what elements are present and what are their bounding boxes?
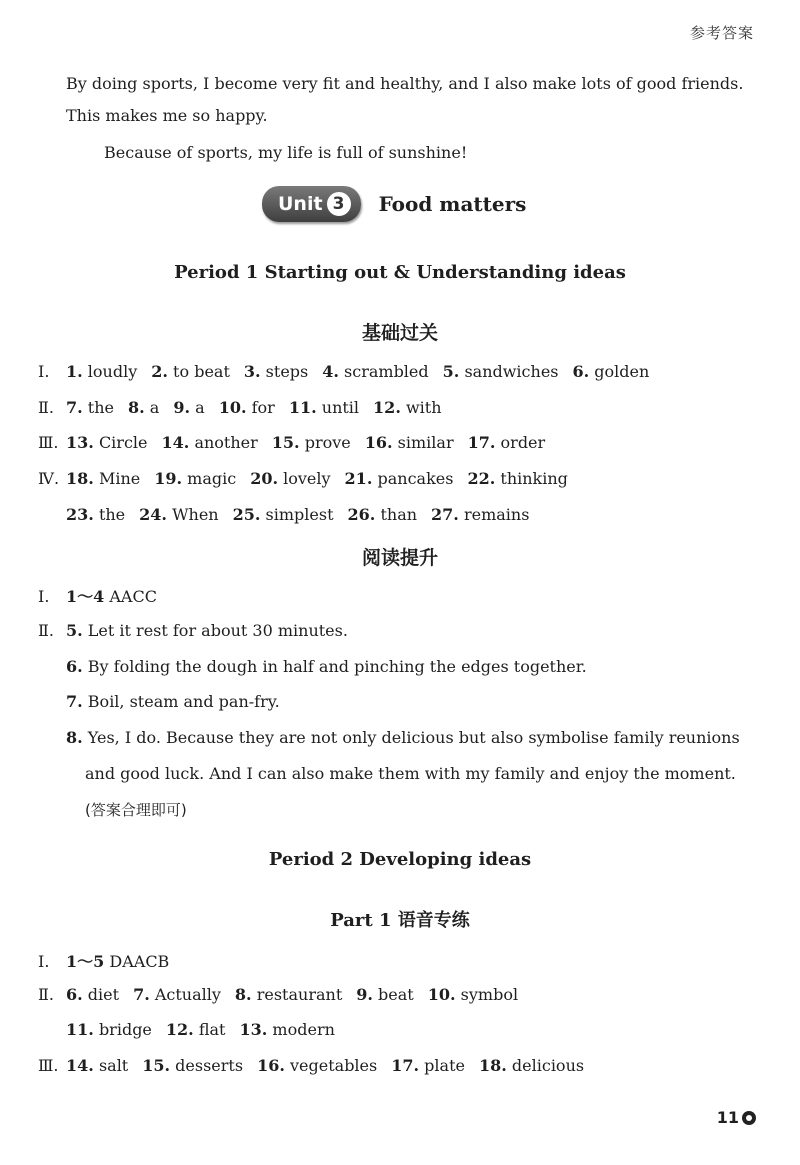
answer-row	[38, 985, 532, 1004]
answer-number: 6.	[66, 985, 83, 1004]
answer-value: vegetables	[290, 1056, 378, 1075]
unit-number: 3	[327, 192, 351, 216]
answer-item	[151, 362, 230, 381]
answer-number: 23.	[66, 505, 94, 524]
answer-item	[345, 469, 454, 488]
answer-value: until	[321, 398, 360, 417]
answer-item	[154, 469, 236, 488]
period-1-title: Period 1 Starting out & Understanding ideas	[174, 262, 626, 283]
answer-item	[348, 505, 418, 524]
answer-number: 7.	[133, 985, 150, 1004]
answer-number: 5.	[442, 362, 460, 381]
answer-item	[467, 469, 567, 488]
answer-value: to beat	[173, 362, 230, 381]
reading-note: (答案合理即可)	[85, 801, 187, 819]
answer-value: AACC	[109, 587, 157, 606]
answer-number: 20.	[250, 469, 279, 488]
answer-number: 12.	[373, 398, 401, 417]
answer-number: 5.	[66, 621, 83, 640]
answer-number: 14.	[161, 433, 190, 452]
answer-item	[250, 469, 330, 488]
answer-number: 14.	[66, 1056, 94, 1075]
roman-numeral: Ⅲ.	[38, 433, 59, 452]
answer-item	[428, 985, 518, 1004]
page-number-text: 11	[716, 1108, 739, 1127]
answer-number: 21.	[344, 469, 373, 488]
page-number	[717, 1108, 756, 1127]
reading-row-8-line-2: and good luck. And I can also make them with my family and enjoy the moment.	[85, 764, 736, 783]
answer-value: than	[380, 505, 418, 524]
answer-value: the	[98, 505, 126, 524]
answer-value: pancakes	[377, 469, 454, 488]
answer-item	[244, 362, 308, 381]
answer-item	[233, 505, 334, 524]
answer-number: 11.	[66, 1020, 94, 1039]
answer-row	[38, 398, 456, 417]
answer-value: diet	[87, 985, 120, 1004]
answer-number: 27.	[431, 505, 459, 524]
answer-value: symbol	[460, 985, 519, 1004]
intro-line-2: This makes me so happy.	[66, 106, 268, 125]
answer-item	[468, 433, 546, 452]
answer-item	[356, 985, 413, 1004]
answer-item	[173, 398, 204, 417]
part-1-title: Part 1 语音专练	[330, 910, 470, 931]
answer-value: Circle	[98, 433, 148, 452]
unit-title: Food matters	[378, 192, 527, 216]
answer-value: for	[251, 398, 275, 417]
roman-numeral: Ⅰ.	[38, 587, 50, 606]
answer-item	[162, 433, 258, 452]
answer-number: 24.	[139, 505, 167, 524]
answer-number: 3.	[243, 362, 261, 381]
answer-value: Let it rest for about 30 minutes.	[87, 621, 348, 640]
answer-item	[66, 985, 119, 1004]
roman-numeral: Ⅲ.	[38, 1056, 59, 1075]
answer-value: DAACB	[109, 952, 170, 971]
answer-item	[128, 398, 159, 417]
answer-value: lovely	[283, 469, 331, 488]
answer-number: 18.	[66, 469, 94, 488]
unit-badge	[262, 186, 361, 222]
answer-item	[66, 1056, 128, 1075]
answer-row	[38, 362, 663, 381]
answer-number: 6.	[66, 657, 83, 676]
roman-numeral: Ⅱ.	[38, 398, 54, 417]
roman-numeral: Ⅱ.	[38, 621, 54, 640]
answer-value: By folding the dough in half and pinching the edges together.	[87, 657, 587, 676]
answer-number: 12.	[165, 1020, 194, 1039]
answer-item	[66, 433, 148, 452]
answer-item	[235, 985, 342, 1004]
answer-value: scrambled	[344, 362, 429, 381]
answer-number: 8.	[66, 728, 83, 747]
reading-row-6	[66, 657, 587, 676]
answer-value: thinking	[500, 469, 568, 488]
answer-number: 6.	[572, 362, 590, 381]
answer-number: 16.	[257, 1056, 285, 1075]
answer-item	[443, 362, 559, 381]
answer-value: modern	[272, 1020, 335, 1039]
answer-value: bridge	[98, 1020, 152, 1039]
answer-value: When	[172, 505, 219, 524]
answer-number: 10.	[427, 985, 456, 1004]
answer-item	[322, 362, 428, 381]
reading-row-1	[38, 584, 157, 607]
section-basic-title: 基础过关	[361, 322, 438, 344]
answer-number: 8.	[128, 398, 145, 417]
answer-item	[257, 1056, 377, 1075]
answer-number: 13.	[66, 433, 94, 452]
answer-item	[219, 398, 275, 417]
answer-item	[373, 398, 441, 417]
answer-item	[289, 398, 359, 417]
answer-number: 7.	[66, 692, 83, 711]
answer-value: golden	[594, 362, 650, 381]
answer-number: 4.	[322, 362, 339, 381]
answer-number: 25.	[232, 505, 261, 524]
reading-row-8	[66, 728, 740, 747]
answer-value: loudly	[87, 362, 138, 381]
answer-value: similar	[397, 433, 454, 452]
answer-item	[272, 433, 351, 452]
answer-value: the	[87, 398, 114, 417]
answer-number: 17.	[391, 1056, 420, 1075]
answer-value: beat	[378, 985, 414, 1004]
answer-value: flat	[198, 1020, 226, 1039]
part1-row-1	[38, 949, 169, 972]
answer-item	[66, 505, 125, 524]
answer-number: 22.	[467, 469, 496, 488]
answer-item	[239, 1020, 334, 1039]
answer-value: sandwiches	[464, 362, 559, 381]
answer-item	[431, 505, 529, 524]
answer-item	[142, 1056, 243, 1075]
answer-item	[365, 433, 454, 452]
answer-number: 15.	[271, 433, 300, 452]
answer-item	[66, 398, 114, 417]
answer-value: prove	[304, 433, 351, 452]
answer-number: 17.	[467, 433, 496, 452]
answer-row	[38, 433, 559, 452]
answer-value: a	[195, 398, 205, 417]
answer-value: salt	[98, 1056, 129, 1075]
answer-number: 1.	[66, 362, 83, 381]
answer-value: magic	[187, 469, 237, 488]
answer-number: 8.	[234, 985, 252, 1004]
answer-row	[38, 1056, 598, 1075]
unit-heading	[262, 186, 526, 222]
answer-value: another	[194, 433, 258, 452]
gear-icon	[742, 1111, 756, 1125]
answer-number: 26.	[347, 505, 376, 524]
answer-value: order	[500, 433, 546, 452]
roman-numeral: Ⅱ.	[38, 985, 54, 1004]
section-reading-title: 阅读提升	[361, 547, 438, 569]
answer-value: Actually	[154, 985, 221, 1004]
answer-value: with	[405, 398, 442, 417]
answer-item	[139, 505, 218, 524]
answer-value: steps	[265, 362, 309, 381]
roman-numeral: Ⅰ.	[38, 952, 50, 971]
answer-number: 7.	[66, 398, 83, 417]
roman-numeral: Ⅰ.	[38, 362, 50, 381]
answer-row	[38, 469, 582, 488]
answer-number: 1～4	[66, 587, 105, 606]
intro-line-3: Because of sports, my life is full of sunshine!	[104, 143, 468, 162]
answer-number: 19.	[154, 469, 183, 488]
roman-numeral: Ⅳ.	[38, 469, 60, 488]
answer-row	[66, 1020, 349, 1039]
reading-row-5	[38, 621, 348, 640]
answer-value: restaurant	[256, 985, 343, 1004]
answer-item	[479, 1056, 584, 1075]
answer-value: simplest	[265, 505, 334, 524]
page-header-label: 参考答案	[689, 24, 754, 42]
answer-item	[133, 985, 221, 1004]
answer-value: remains	[463, 505, 530, 524]
answer-number: 2.	[151, 362, 168, 381]
answer-item	[573, 362, 650, 381]
answer-number: 13.	[239, 1020, 268, 1039]
answer-item	[66, 1020, 152, 1039]
answer-value: a	[149, 398, 160, 417]
answer-item	[391, 1056, 465, 1075]
answer-row	[66, 505, 543, 524]
period-2-title: Period 2 Developing ideas	[268, 849, 532, 870]
answer-value: plate	[424, 1056, 465, 1075]
answer-number: 9.	[173, 398, 191, 417]
answer-number: 11.	[288, 398, 317, 417]
answer-value: Yes, I do. Because they are not only delicious but also symbolise family reunions	[87, 728, 740, 747]
answer-number: 9.	[356, 985, 373, 1004]
answer-number: 1～5	[66, 952, 105, 971]
answer-value: desserts	[175, 1056, 244, 1075]
intro-line-1: By doing sports, I become very fit and healthy, and I also make lots of good friends.	[66, 74, 744, 93]
answer-number: 18.	[478, 1056, 507, 1075]
answer-number: 16.	[364, 433, 393, 452]
answer-value: delicious	[511, 1056, 585, 1075]
answer-item	[66, 362, 137, 381]
unit-label: Unit	[278, 193, 323, 215]
answer-item	[166, 1020, 226, 1039]
answer-number: 15.	[142, 1056, 171, 1075]
answer-number: 10.	[218, 398, 247, 417]
answer-value: Boil, steam and pan-fry.	[87, 692, 280, 711]
reading-row-7	[66, 692, 280, 711]
answer-item	[66, 469, 140, 488]
answer-value: Mine	[98, 469, 141, 488]
